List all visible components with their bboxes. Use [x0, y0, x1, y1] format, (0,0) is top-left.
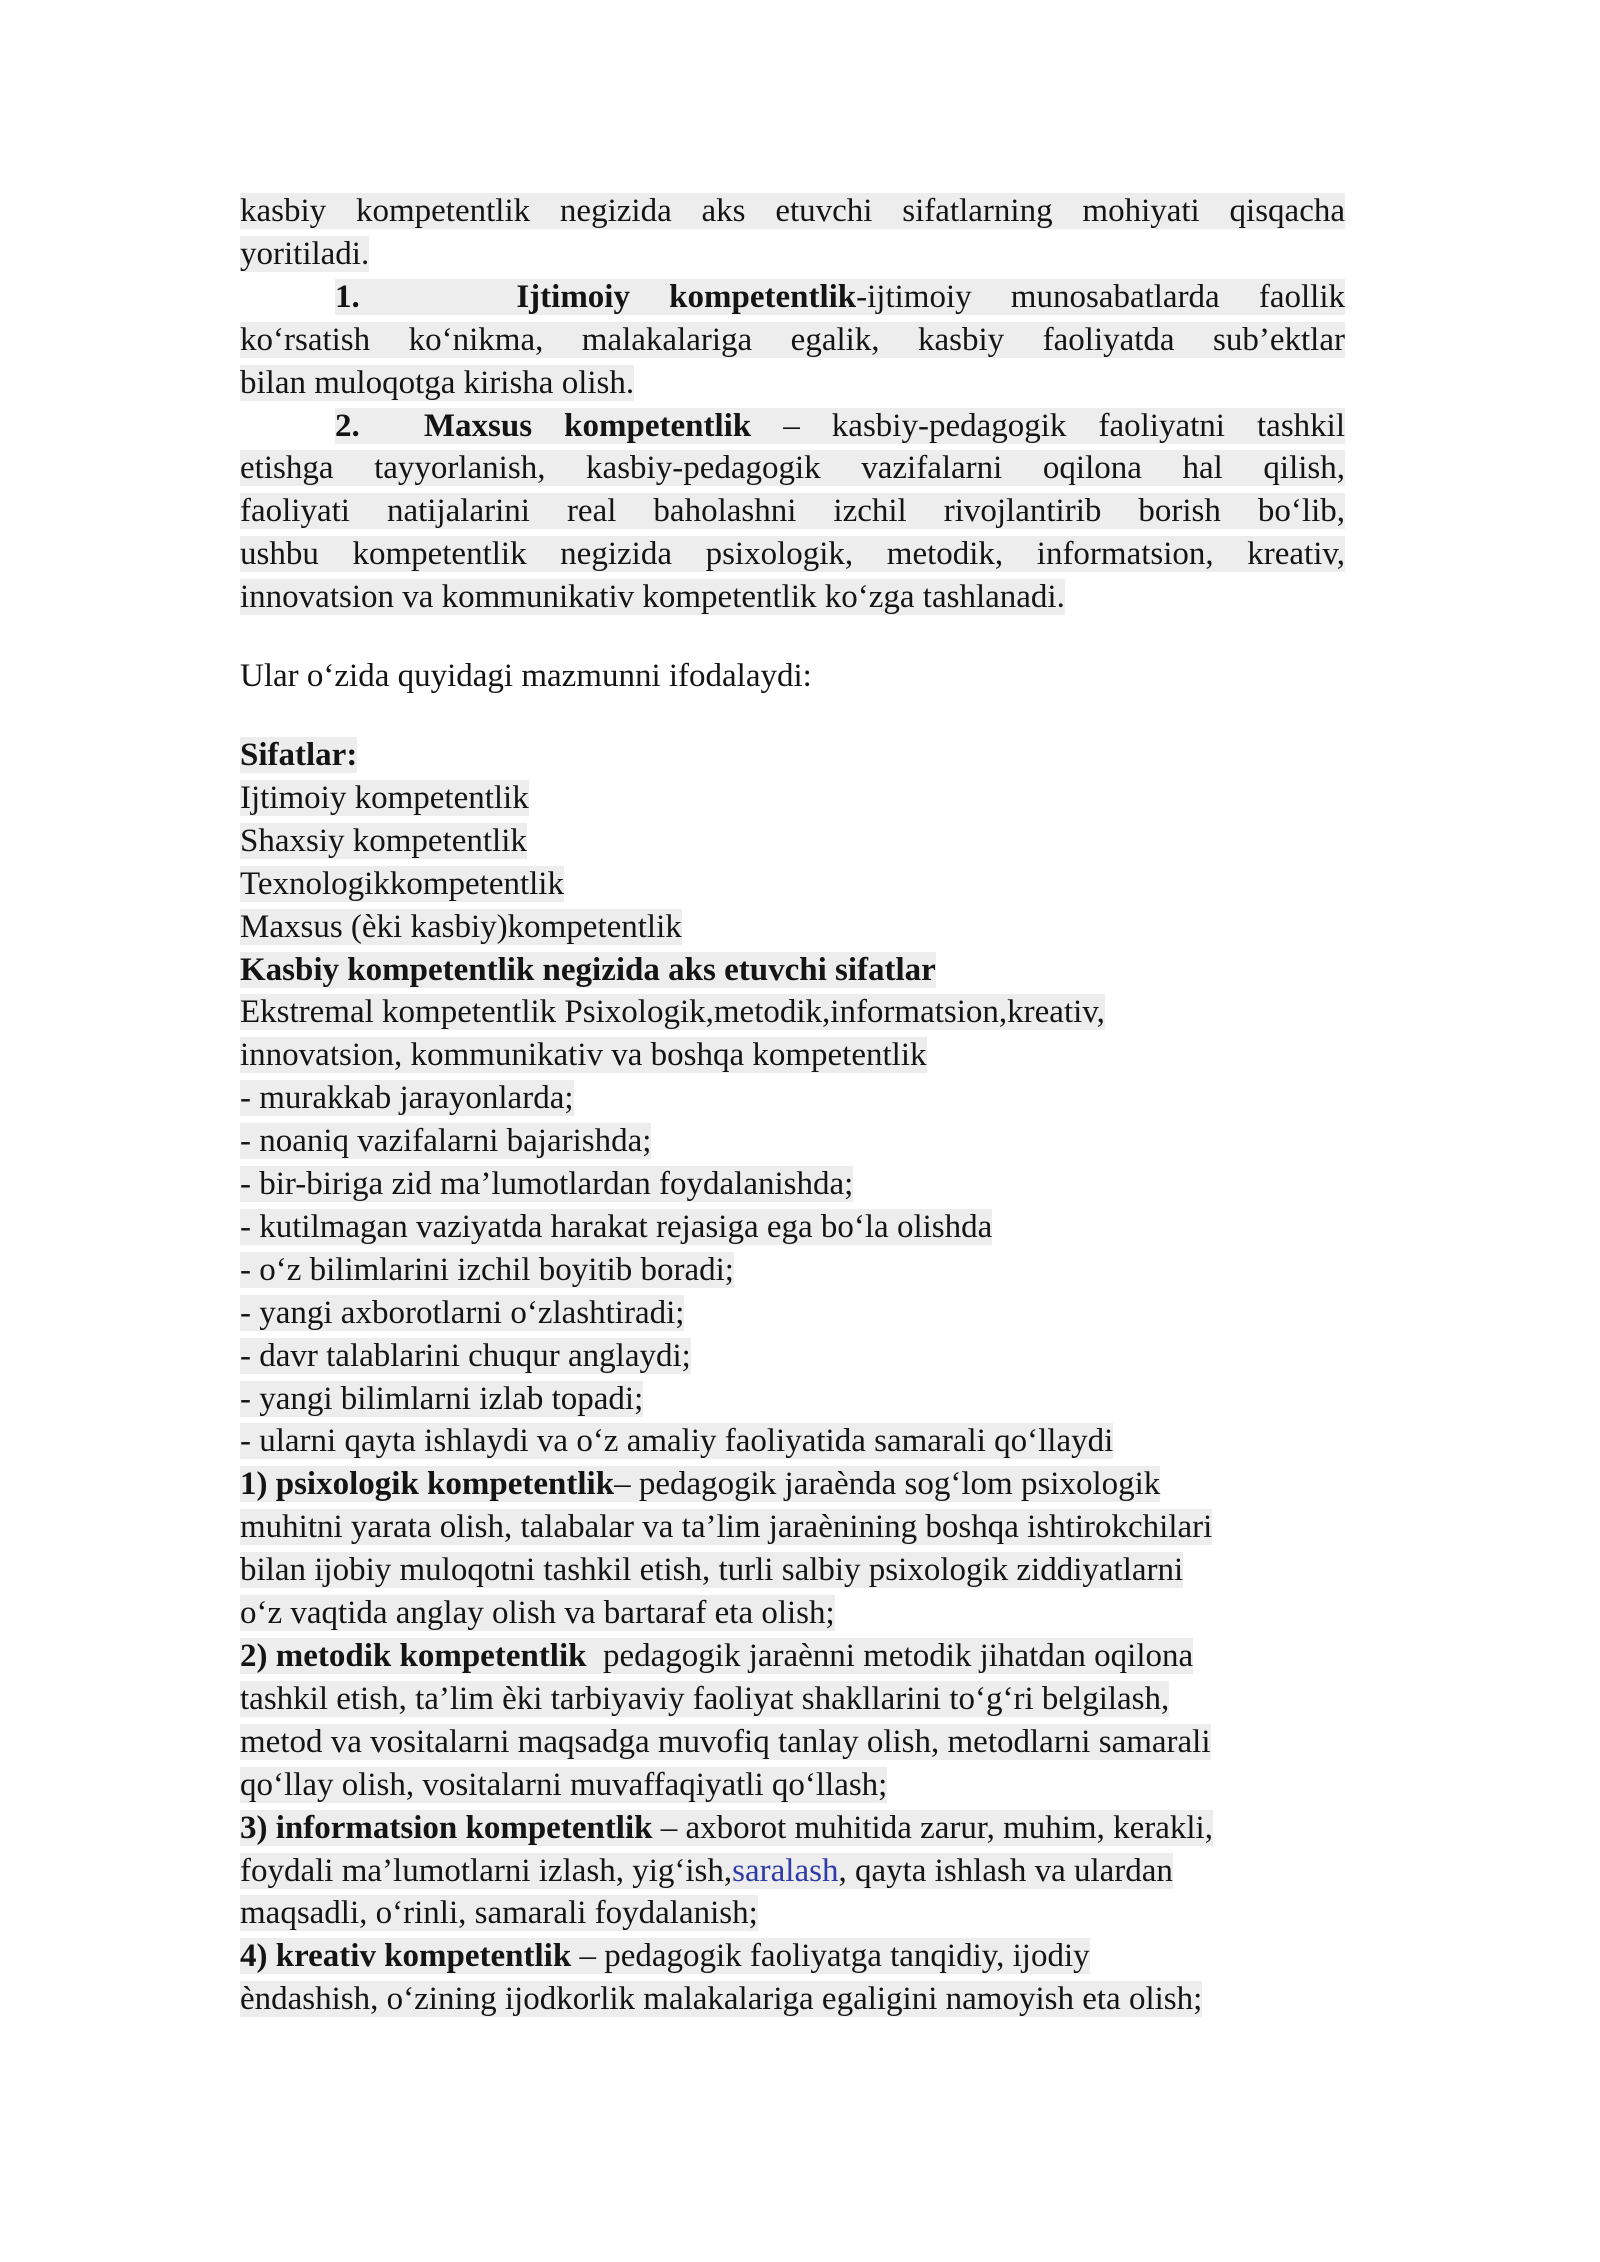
list-item: - yangi bilimlarni izlab topadi;	[240, 1380, 644, 1417]
paragraph-line: ko‘rsatish ko‘nikma, malakalariga egalik, kasbiy faoliyatda sub’ektlar	[240, 321, 1345, 358]
kasbiy-line: Ekstremal kompetentlik Psixologik,metodik,informatsion,kreativ,	[240, 994, 1105, 1031]
item-special-competence: 2. Maxsus kompetentlik – kasbiy-pedagogik faoliyatni tashkil	[335, 407, 1345, 444]
quality-item: Texnologikkompetentlik	[240, 865, 564, 902]
item-number: 1.	[335, 278, 360, 315]
list-item: - yangi axborotlarni o‘zlashtiradi;	[240, 1294, 685, 1331]
paragraph-line: metod va vositalarni maqsadga muvofiq tanlay olish, metodlarni samarali	[240, 1723, 1211, 1760]
paragraph-line: bilan muloqotga kirisha olish.	[240, 364, 635, 401]
list-item: - murakkab jarayonlarda;	[240, 1080, 574, 1117]
list-item: - noaniq vazifalarni bajarishda;	[240, 1123, 652, 1160]
list-item: - ularni qayta ishlaydi va o‘z amaliy faoliyatida samarali qo‘llaydi	[240, 1423, 1114, 1460]
psychological-competence: 1) psixologik kompetentlik– pedagogik jaraènda sog‘lom psixologik	[240, 1466, 1161, 1503]
methodical-competence: 2) metodik kompetentlik pedagogik jaraènni metodik jihatdan oqilona	[240, 1638, 1194, 1674]
paragraph-line: faoliyati natijalarini real baholashni izchil rivojlantirib borish bo‘lib,	[240, 493, 1345, 530]
term-special-competence: Maxsus kompetentlik	[423, 407, 752, 444]
intro-line: yoritiladi.	[240, 235, 370, 272]
intro-line: kasbiy kompetentlik negizida aks etuvchi sifatlarning mohiyati qisqacha	[240, 193, 1345, 229]
paragraph-line: ushbu kompetentlik negizida psixologik, metodik, informatsion, kreativ,	[240, 536, 1345, 573]
paragraph-line: bilan ijobiy muloqotni tashkil etish, turli salbiy psixologik ziddiyatlarni	[240, 1552, 1184, 1589]
term-methodical: 2) metodik kompetentlik	[240, 1638, 587, 1674]
paragraph-line: muhitni yarata olish, talabalar va ta’lim jaraènining boshqa ishtirokchilari	[240, 1509, 1213, 1546]
quality-item: Ijtimoiy kompetentlik	[240, 779, 529, 816]
paragraph-line: qo‘llay olish, vositalarni muvaffaqiyatli qo‘llash;	[240, 1766, 888, 1803]
kasbiy-heading: Kasbiy kompetentlik negizida aks etuvchi sifatlar	[240, 951, 936, 988]
paragraph-line: innovatsion va kommunikativ kompetentlik ko‘zga tashlanadi.	[240, 579, 1065, 616]
paragraph-line: foydali ma’lumotlarni izlash, yig‘ish,saralash, qayta ishlash va ulardan	[240, 1852, 1173, 1889]
list-item: - kutilmagan vaziyatda harakat rejasiga ega bo‘la olishda	[240, 1208, 993, 1245]
paragraph-line: maqsadli, o‘rinli, samarali foydalanish;	[240, 1895, 758, 1932]
item-number: 2.	[335, 407, 360, 444]
quality-item: Shaxsiy kompetentlik	[240, 822, 527, 859]
summary-line: Ular o‘zida quyidagi mazmunni ifodalaydi:	[240, 658, 812, 695]
term-psychological: 1) psixologik kompetentlik	[240, 1466, 615, 1503]
paragraph-line: tashkil etish, ta’lim èki tarbiyaviy faoliyat shakllarini to‘g‘ri belgilash,	[240, 1680, 1170, 1717]
quality-item: Maxsus (èki kasbiy)kompetentlik	[240, 908, 682, 945]
item-social-competence: 1. Ijtimoiy kompetentlik-ijtimoiy munosabatlarda faollik	[335, 278, 1345, 315]
term-social-competence: Ijtimoiy kompetentlik	[516, 278, 857, 315]
creative-competence: 4) kreativ kompetentlik – pedagogik faoliyatga tanqidiy, ijodiy	[240, 1938, 1090, 1975]
term-informational: 3) informatsion kompetentlik	[240, 1809, 653, 1846]
kasbiy-line: innovatsion, kommunikativ va boshqa kompetentlik	[240, 1037, 927, 1074]
list-item: - davr talablarini chuqur anglaydi;	[240, 1337, 691, 1374]
list-item: - bir-biriga zid ma’lumotlardan foydalanishda;	[240, 1166, 854, 1203]
term-creative: 4) kreativ kompetentlik	[240, 1938, 572, 1975]
document-body	[240, 190, 1345, 2021]
list-item: - o‘z bilimlarini izchil boyitib boradi;	[240, 1251, 734, 1288]
paragraph-line: o‘z vaqtida anglay olish va bartaraf eta olish;	[240, 1595, 835, 1632]
informational-competence: 3) informatsion kompetentlik – axborot muhitida zarur, muhim, kerakli,	[240, 1809, 1213, 1846]
paragraph-line: èndashish, o‘zining ijodkorlik malakalariga egaligini namoyish eta olish;	[240, 1981, 1203, 2018]
paragraph-line: etishga tayyorlanish, kasbiy-pedagogik vazifalarni oqilona hal qilish,	[240, 450, 1345, 487]
qualities-heading: Sifatlar:	[240, 736, 358, 773]
saralash-link[interactable]: saralash	[732, 1852, 839, 1889]
